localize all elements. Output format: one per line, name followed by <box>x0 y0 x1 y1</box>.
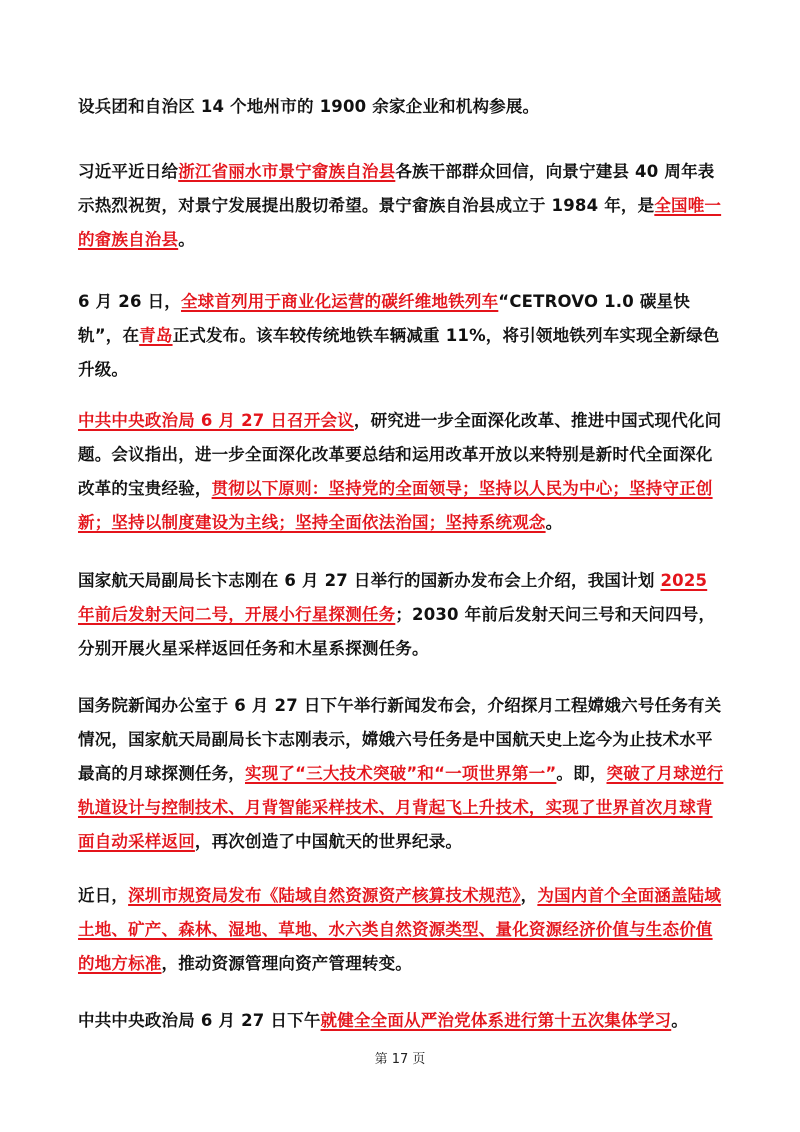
body-text: 。即， <box>556 764 607 783</box>
body-text: 各族干部群众回信，向景宁建县 40 周年表示热烈祝贺，对景宁发展提出殷切希望。景宁畲族自治县成立于 1984 年，是 <box>78 162 715 215</box>
paragraph-tianwen <box>78 564 726 666</box>
body-text: 国家航天局副局长卞志刚在 6 月 27 日举行的国新办发布会上介绍，我国计划 <box>78 571 661 590</box>
highlighted-text: 全国唯一的畲族自治县 <box>78 196 722 249</box>
highlighted-text: 全球首列用于商业化运营的碳纤维地铁列车 <box>180 292 499 311</box>
highlighted-text: 实现了“三大技术突破”和“一项世界第一” <box>245 764 557 783</box>
body-text: 。 <box>545 513 563 532</box>
body-text: 国务院新闻办公室于 6 月 27 日下午举行新闻发布会，介绍探月工程嫦娥六号任务有关情况，国家航天局副局长卞志刚表示，嫦娥六号任务是中国航天史上迄今为止技术水平最高的月球探测任务， <box>78 696 722 783</box>
body-text: 近日， <box>78 886 129 905</box>
highlighted-text: 就健全全面从严治党体系进行第十五次集体学习 <box>320 1011 672 1030</box>
highlighted-text: 2025 年前后发射天问二号，开展小行星探测任务 <box>78 571 708 624</box>
body-text: 正式发布。该车较传统地铁车辆减重 11%，将引领地铁列车实现全新绿色升级。 <box>78 326 720 379</box>
paragraph-politburo-meeting <box>78 404 726 540</box>
highlighted-text: 深圳市规资局发布《陆域自然资源资产核算技术规范》 <box>128 886 521 905</box>
body-text: 。 <box>178 230 195 249</box>
page-number: 第 17 页 <box>374 1052 426 1067</box>
paragraph-study-session <box>78 1004 726 1038</box>
paragraph-shenzhen-standard <box>78 879 726 981</box>
paragraph-carbon-metro <box>78 285 726 387</box>
highlighted-text: 浙江省丽水市景宁畲族自治县 <box>178 162 396 181</box>
body-text: 中共中央政治局 6 月 27 日下午 <box>78 1011 321 1030</box>
body-text: 设兵团和自治区 14 个地州市的 1900 余家企业和机构参展。 <box>78 97 540 116</box>
body-text: 6 月 26 日， <box>78 292 181 311</box>
body-text: ；2030 年前后发射天问三号和天问四号，分别开展火星采样返回任务和木星系探测任务。 <box>78 605 716 658</box>
body-text: ，研究进一步全面深化改革、推进中国式现代化问题。会议指出，进一步全面深化改革要总结和运用改革开放以来特别是新时代全面深化改革的宝贵经验， <box>78 411 722 498</box>
paragraph-expo <box>78 90 726 124</box>
highlighted-text: 青岛 <box>139 326 173 345</box>
highlighted-text: 为国内首个全面涵盖陆域土地、矿产、森林、湿地、草地、水六类自然资源类型、量化资源经济价值与生态价值的地方标准 <box>78 886 722 973</box>
body-text: 习近平近日给 <box>78 162 179 181</box>
body-text: 。 <box>671 1011 688 1030</box>
highlighted-text: 突破了月球逆行轨道设计与控制技术、月背智能采样技术、月背起飞上升技术，实现了世界首次月球背面自动采样返回 <box>78 764 724 851</box>
highlighted-text: 贯彻以下原则：坚持党的全面领导；坚持以人民为中心；坚持守正创新；坚持以制度建设为主线；坚持全面依法治国；坚持系统观念 <box>78 479 713 532</box>
highlighted-text: 中共中央政治局 6 月 27 日召开会议 <box>78 411 354 430</box>
body-text: ，推动资源管理向资产管理转变。 <box>161 954 412 973</box>
body-text: ， <box>520 886 538 905</box>
paragraph-change6 <box>78 689 726 859</box>
body-text: “CETROVO 1.0 碳星快轨”，在 <box>78 292 690 345</box>
paragraph-jingning <box>78 155 726 257</box>
body-text: ，再次创造了中国航天的世界纪录。 <box>194 832 463 851</box>
